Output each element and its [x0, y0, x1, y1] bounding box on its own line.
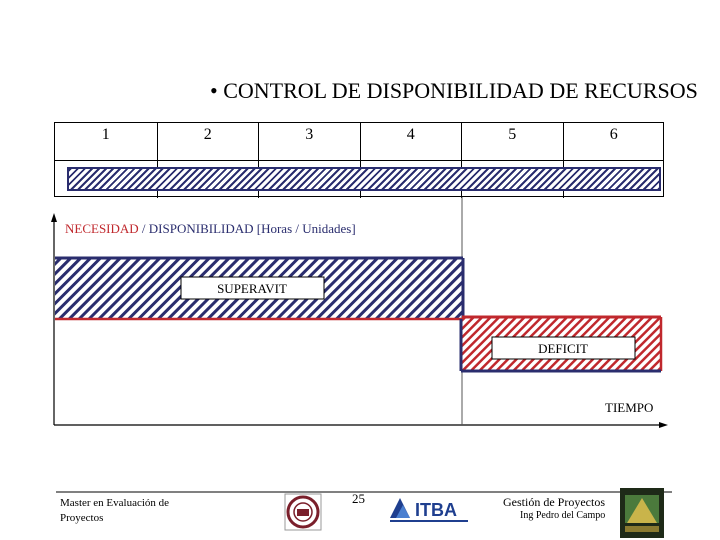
period-4: 4 [360, 123, 462, 160]
period-6: 6 [563, 123, 665, 160]
period-1: 1 [101, 126, 110, 143]
itba-logo [390, 498, 468, 522]
time-axis-label: TIEMPO [605, 400, 654, 415]
footer-program-line2: Proyectos [60, 512, 104, 524]
footer-program [60, 496, 200, 526]
institution-crest-logo [620, 488, 664, 538]
availability-label: / DISPONIBILIDAD [Horas / Unidades] [141, 221, 356, 236]
footer-author: Ing Pedro del Campo [520, 510, 606, 521]
university-seal-logo [285, 494, 321, 530]
footer-program-line1: Master en Evaluación de [60, 497, 170, 509]
need-label: NECESIDAD [65, 221, 139, 236]
footer-course-title: Gestión de Proyectos [503, 495, 605, 509]
y-axis-label [65, 221, 356, 237]
slide-title: • CONTROL DE DISPONIBILIDAD DE RECURSOS [210, 78, 698, 103]
deficit-label: DEFICIT [538, 341, 588, 356]
period-2: 2 [157, 123, 259, 160]
x-axis-arrow [659, 422, 668, 428]
y-axis-arrow [51, 213, 57, 222]
page-number: 25 [352, 491, 365, 506]
period-3: 3 [258, 123, 360, 160]
itba-logo-text: ITBA [415, 500, 457, 520]
period-5: 5 [461, 123, 563, 160]
surplus-label: SUPERAVIT [217, 281, 287, 296]
